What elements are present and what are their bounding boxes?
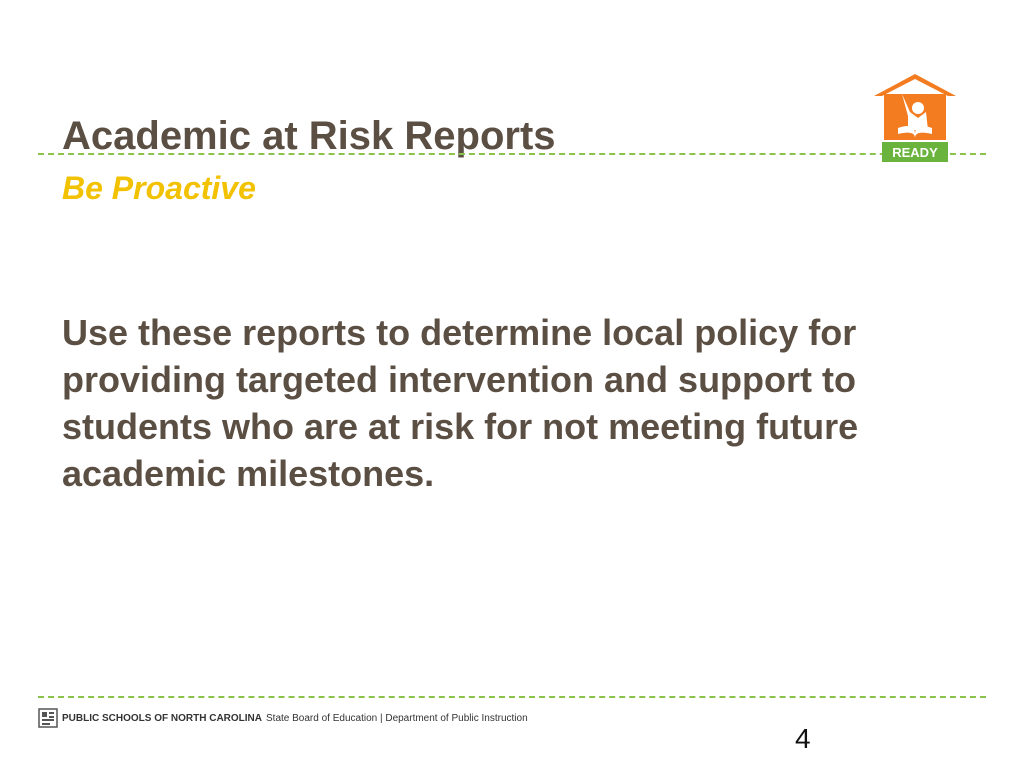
slide-subtitle: Be Proactive bbox=[62, 170, 256, 206]
footer-divider bbox=[38, 696, 986, 698]
svg-text:READY: READY bbox=[892, 145, 938, 160]
footer-org-name: PUBLIC SCHOOLS OF NORTH CAROLINA bbox=[62, 712, 262, 724]
slide-body-text: Use these reports to determine local policy for providing targeted intervention and support to students who are at risk for not meeting future academic milestones. bbox=[62, 312, 859, 494]
nc-schools-emblem-icon bbox=[38, 708, 58, 728]
footer-organization bbox=[38, 707, 528, 729]
page-number: 4 bbox=[795, 723, 811, 754]
footer-org-departments: State Board of Education | Department of Public Instruction bbox=[266, 712, 528, 724]
slide-title: Academic at Risk Reports bbox=[62, 114, 556, 158]
ready-house-logo-icon bbox=[872, 72, 958, 166]
title-divider bbox=[38, 153, 986, 155]
